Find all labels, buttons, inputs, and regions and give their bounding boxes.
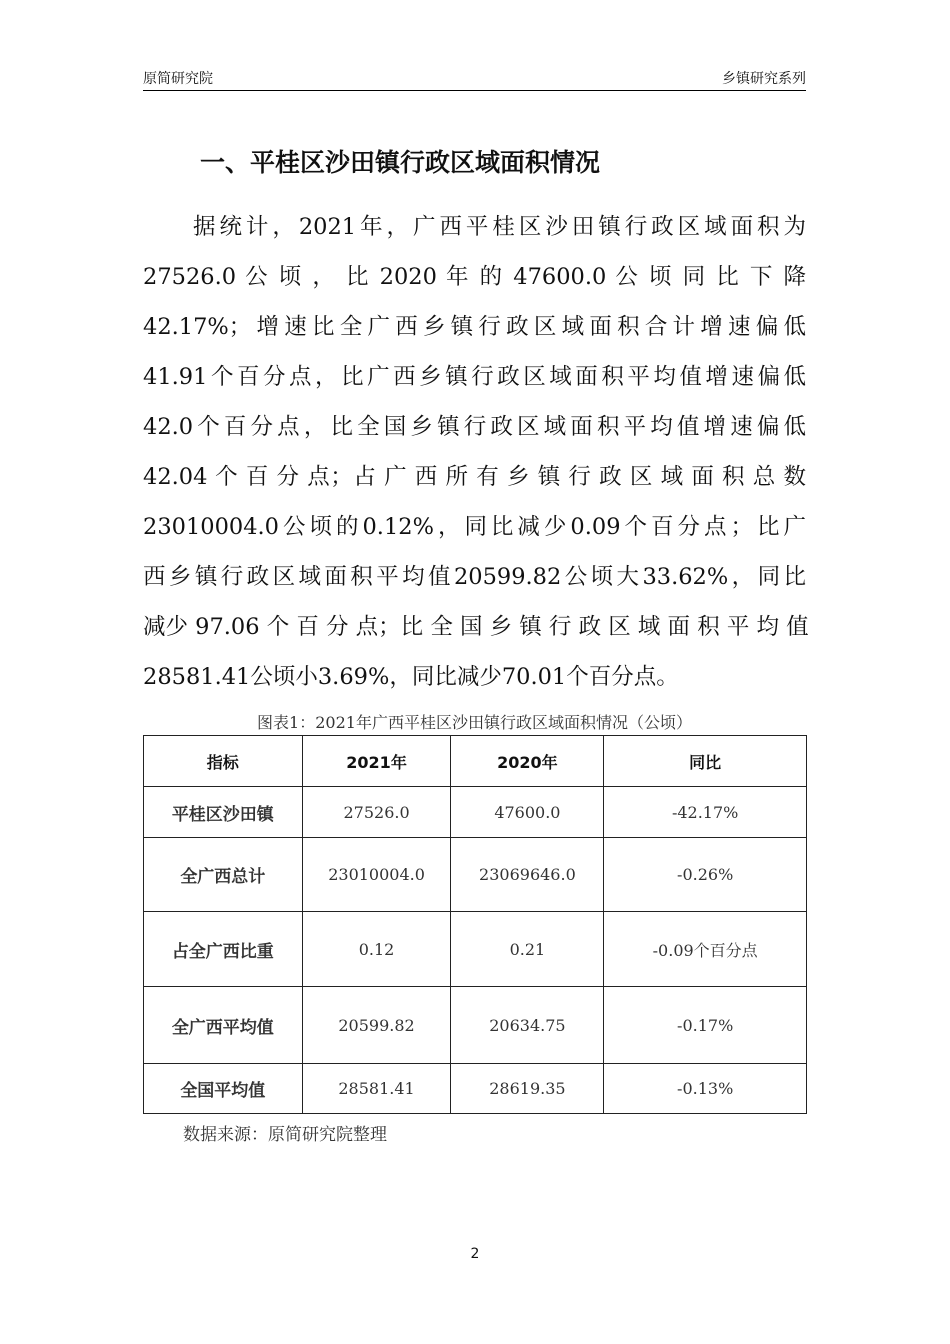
table-row — [144, 838, 807, 912]
table-caption: 图表1：2021年广西平桂区沙田镇行政区域面积情况（公顷） — [257, 713, 692, 732]
area-table — [143, 735, 807, 1114]
header-series: 乡镇研究系列 — [722, 71, 806, 87]
table-cell: -0.09个百分点 — [604, 912, 807, 987]
table-cell: -0.13% — [604, 1064, 807, 1114]
row-label: 全广西平均值 — [144, 987, 303, 1064]
table-row — [144, 987, 807, 1064]
table-row — [144, 787, 807, 838]
table-cell: 23069646.0 — [451, 838, 604, 912]
body-paragraph — [143, 207, 809, 707]
table-cell: -0.26% — [604, 838, 807, 912]
table-cell: 28619.35 — [451, 1064, 604, 1114]
section-title: 一、平桂区沙田镇行政区域面积情况 — [200, 148, 601, 177]
paragraph-line: 据统计，2021年，广西平桂区沙田镇行政区域面积为 — [193, 214, 806, 240]
table-cell: 20599.82 — [302, 987, 451, 1064]
paragraph-line: 23010004.0公顷的0.12%，同比减少0.09个百分点；比广 — [143, 514, 806, 540]
table-cell: 47600.0 — [451, 787, 604, 838]
paragraph-line: 西乡镇行政区域面积平均值20599.82公顷大33.62%，同比 — [143, 564, 806, 590]
column-header: 2021年 — [302, 736, 451, 787]
table-cell: -0.17% — [604, 987, 807, 1064]
table-header-row — [144, 736, 807, 787]
row-label: 占全广西比重 — [144, 912, 303, 987]
table-cell: 0.12 — [302, 912, 451, 987]
paragraph-line: 27526.0 公 顷 ， 比 2020 年 的 47600.0 公 顷 同 比 下 降 — [143, 264, 806, 290]
header-org: 原简研究院 — [143, 71, 213, 87]
paragraph-line: 42.0个百分点，比全国乡镇行政区域面积平均值增速偏低 — [143, 414, 806, 440]
paragraph-line: 减少 97.06 个 百 分 点；比 全 国 乡 镇 行 政 区 域 面 积 平 均 值 — [143, 614, 809, 640]
table-row — [144, 1064, 807, 1114]
column-header: 2020年 — [451, 736, 604, 787]
paragraph-line: 42.04 个 百 分 点；占 广 西 所 有 乡 镇 行 政 区 域 面 积 总 数 — [143, 464, 806, 490]
table-row — [144, 912, 807, 987]
column-header: 同比 — [604, 736, 807, 787]
paragraph-line: 41.91个百分点，比广西乡镇行政区域面积平均值增速偏低 — [143, 364, 806, 390]
table-cell: 0.21 — [451, 912, 604, 987]
paragraph-line: 28581.41公顷小3.69%，同比减少70.01个百分点。 — [143, 664, 679, 690]
table-cell: 28581.41 — [302, 1064, 451, 1114]
table-cell: -42.17% — [604, 787, 807, 838]
row-label: 全广西总计 — [144, 838, 303, 912]
table-cell: 27526.0 — [302, 787, 451, 838]
data-source: 数据来源：原简研究院整理 — [183, 1125, 387, 1145]
row-label: 平桂区沙田镇 — [144, 787, 303, 838]
header-divider — [143, 90, 806, 91]
row-label: 全国平均值 — [144, 1064, 303, 1114]
page-number: 2 — [470, 1246, 480, 1262]
table-cell: 23010004.0 — [302, 838, 451, 912]
table-cell: 20634.75 — [451, 987, 604, 1064]
column-header: 指标 — [144, 736, 303, 787]
paragraph-line: 42.17%；增速比全广西乡镇行政区域面积合计增速偏低 — [143, 314, 806, 340]
